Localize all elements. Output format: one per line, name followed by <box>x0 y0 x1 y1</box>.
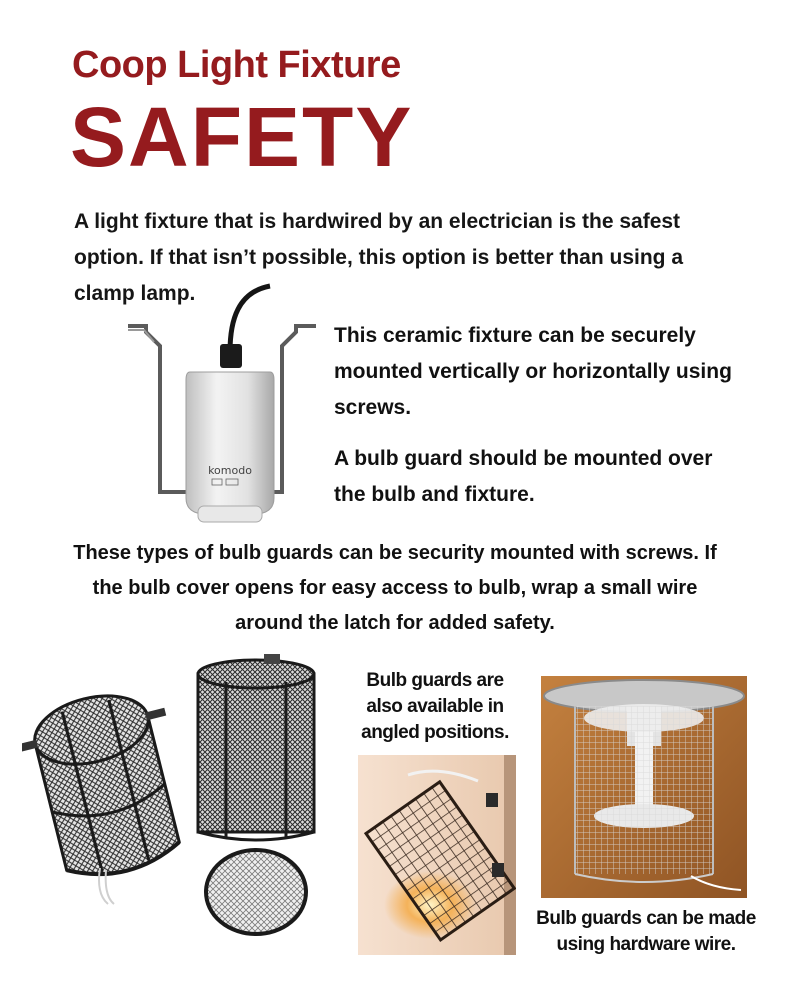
fixture-brand-label: komodo <box>208 464 252 477</box>
page-subtitle: Coop Light Fixture <box>72 44 401 86</box>
bulb-guard-instructions: These types of bulb guards can be security mounted with screws. If the bulb cover opens for easy access to bulb, wrap a small wire around the latch for added safety. <box>73 542 717 634</box>
hardware-wire-guard-photo <box>541 676 747 898</box>
ceramic-fixture-image <box>120 280 335 530</box>
page-title: SAFETY <box>70 90 414 184</box>
fixture-guard-text: A bulb guard should be mounted over the bulb and fixture. <box>334 447 713 506</box>
angled-guard-photo <box>358 755 516 955</box>
bulb-guard-image-tilted <box>22 658 192 918</box>
bulb-guard-image-upright <box>180 652 330 947</box>
intro-paragraph: A light fixture that is hardwired by an electrician is the safest option. If that isn’t possible, this option is better than using a clamp lamp. <box>74 210 683 305</box>
hardware-wire-caption: Bulb guards can be made using hardware wire. <box>536 908 756 955</box>
fixture-mounting-text: This ceramic fixture can be securely mounted vertically or horizontally using screws. <box>334 324 732 419</box>
angled-guard-caption: Bulb guards are also available in angled positions. <box>361 670 509 743</box>
